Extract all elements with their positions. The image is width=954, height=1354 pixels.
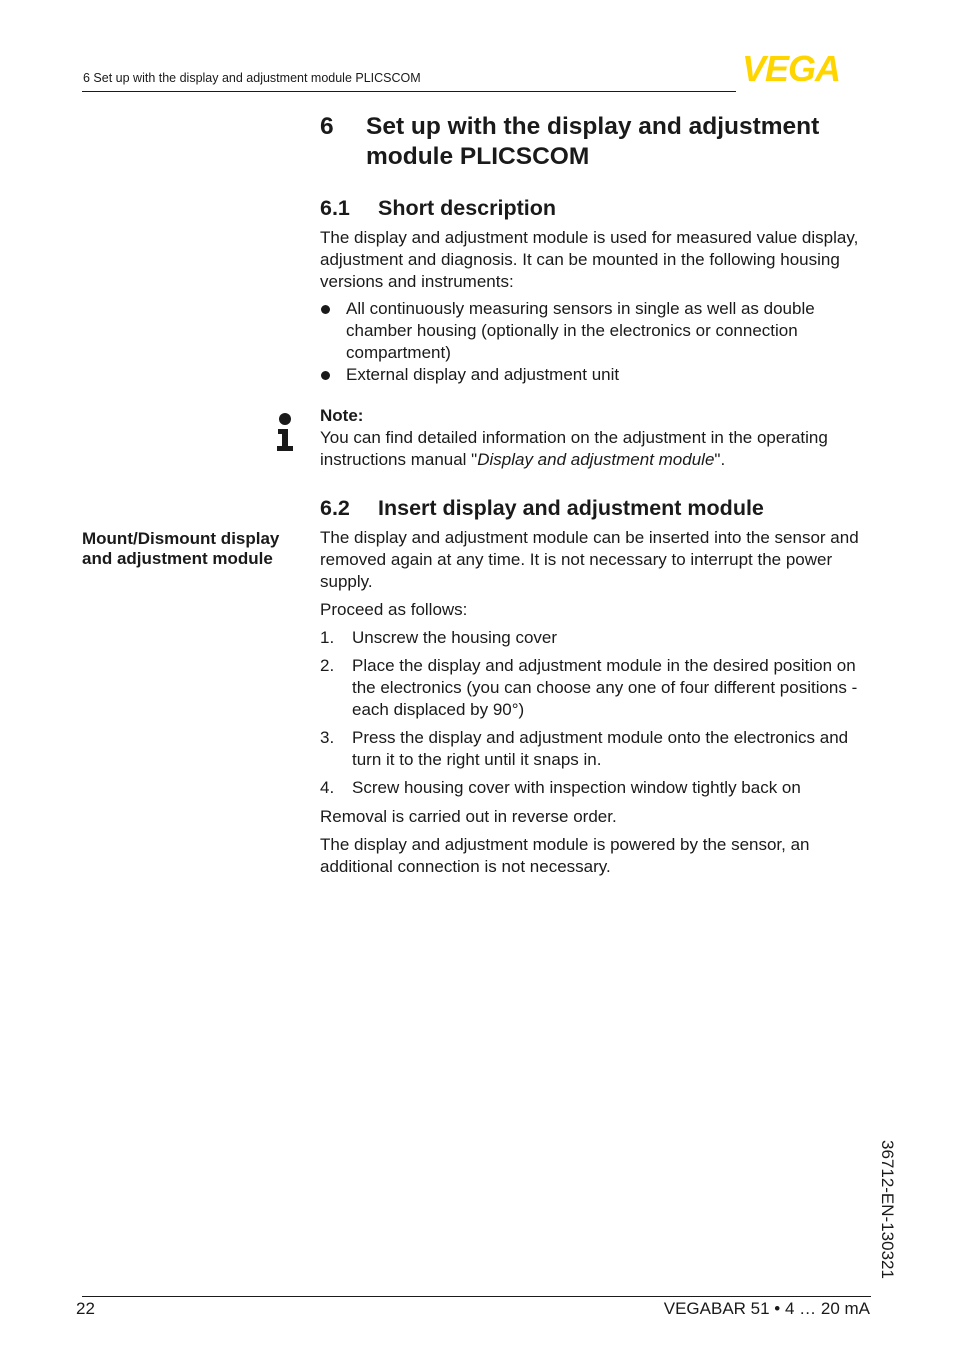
list-item: All continuously measuring sensors in single as well as double chamber housing (optionally in the electronics or connection compartment) <box>320 298 870 364</box>
section-6-number: 6 <box>320 113 334 140</box>
section-6-2-title: Insert display and adjustment module <box>378 496 764 520</box>
list-item: External display and adjustment unit <box>320 364 870 386</box>
header-rule <box>82 91 736 92</box>
short-description-intro: The display and adjustment module is used for measured value display, adjustment and diagnosis. It can be mounted in the following housing versions and instruments: <box>320 228 859 291</box>
removal-text: Removal is carried out in reverse order. <box>320 807 617 826</box>
bullet-icon <box>321 305 330 314</box>
section-6-1-number: 6.1 <box>320 196 350 220</box>
section-6-2-number: 6.2 <box>320 496 350 520</box>
vega-logo <box>742 52 872 84</box>
footer-rule <box>82 1296 871 1297</box>
running-header: 6 Set up with the display and adjustment module PLICSCOM <box>83 71 421 85</box>
list-item: 4. Screw housing cover with inspection window tightly back on <box>320 778 801 797</box>
logo-text: VEGA <box>742 52 841 84</box>
insert-intro: The display and adjustment module can be inserted into the sensor and removed again at any time. It is not necessary to interrupt the power supply. <box>320 528 859 591</box>
housing-versions-list <box>320 298 870 386</box>
info-icon <box>275 412 295 452</box>
page-number: 22 <box>76 1299 95 1318</box>
steps-list <box>320 627 870 805</box>
list-item: 3. Press the display and adjustment module onto the electronics and turn it to the right until it snaps in. <box>320 728 849 769</box>
list-item: 2. Place the display and adjustment module in the desired position on the electronics (you can choose any one of four different positions - each displaced by 90°) <box>320 656 858 719</box>
section-6-title: Set up with the display and adjustment module PLICSCOM <box>366 113 820 170</box>
section-6-2-heading <box>320 495 880 521</box>
bullet-icon <box>321 371 330 380</box>
section-6-1-heading <box>320 195 880 221</box>
proceed-text: Proceed as follows: <box>320 600 468 619</box>
margin-label: Mount/Dismount display and adjustment module <box>82 529 280 568</box>
note-title: Note: <box>320 406 364 425</box>
section-6-1-title: Short description <box>378 196 556 220</box>
manual-title: Display and adjustment module <box>477 450 715 469</box>
list-item: 1. Unscrew the housing cover <box>320 628 558 647</box>
product-name: VEGABAR 51 • 4 … 20 mA <box>663 1299 870 1318</box>
document-code: 36712-EN-130321 <box>878 1140 897 1279</box>
note-text: You can find detailed information on the adjustment in the operating instructions manual "Display and adjustment module". <box>320 428 828 469</box>
power-text: The display and adjustment module is powered by the sensor, an additional connection is not necessary. <box>320 835 810 876</box>
